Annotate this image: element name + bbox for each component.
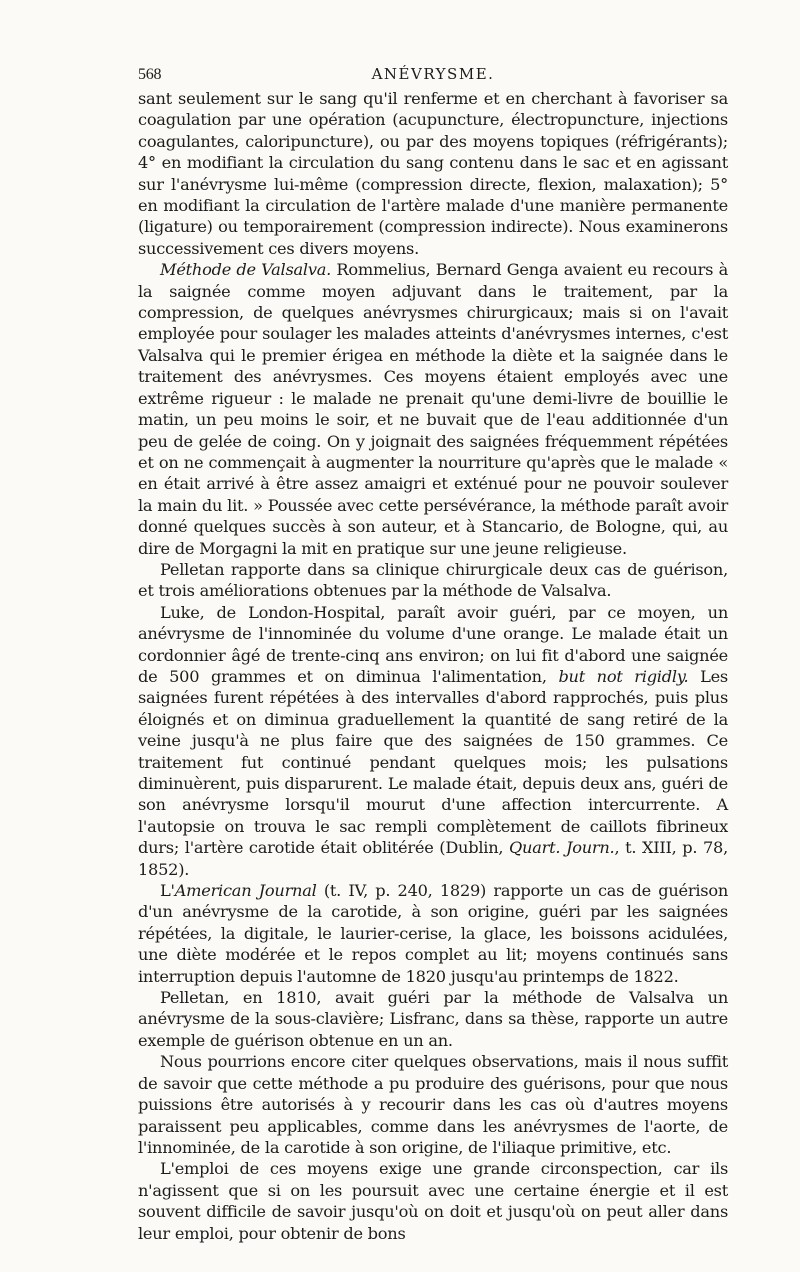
paragraph-text: L'emploi de ces moyens exige une grande circonspection, car ils n'agissent que si on les poursuit avec une certaine énergie et il est souvent difficile de savoir jusqu'où on doit et jusqu'où on peut aller dans leur emploi, pour obtenir de bons <box>138 1159 728 1243</box>
paragraph-text: Nous pourrions encore citer quelques observations, mais il nous suffit de savoir que cette méthode a pu produire des guérisons, pour que nous puissions être autorisés à y recourir dans les cas où d'autres moyens paraissent peu applicables, comme dans les anévrysmes de l'aorte, de l'innominée, de la carotide à son origine, de l'iliaque primitive, etc. <box>138 1052 728 1157</box>
italic-quote: but not rigidly. <box>558 666 689 686</box>
journal-title: Quart. Journ. <box>509 838 615 858</box>
paragraph-1 <box>138 88 728 259</box>
paragraph-2 <box>138 259 728 559</box>
paragraph-text: sant seulement sur le sang qu'il renferme et en cherchant à favoriser sa coagulation par une opération (acupuncture, électropuncture, injections coagulantes, caloripuncture), ou par des moyens topiques (réfrigérants); 4° en modifiant la circulation du sang contenu dans le sac et en agissant sur l'anévrysme lui-même (compression directe, flexion, malaxation); 5° en modifiant la circulation de l'artère malade d'une manière permanente (ligature) ou temporairement (compression indirecte). Nous examinerons successivement ces divers moyens. <box>138 89 728 258</box>
paragraph-text: (t. IV, p. 240, 1829) rapporte un cas de guérison d'un anévrysme de la carotide, à son origine, guéri par les saignées répétées, la digitale, le laurier-cerise, la glace, les boissons acidulées, une diète modérée et le repos complet au lit; moyens continués sans interruption depuis l'automne de 1820 jusqu'au printemps de 1822. <box>138 881 728 986</box>
page-number: 568 <box>138 66 162 83</box>
paragraph-text: Rommelius, Bernard Genga avaient eu recours à la saignée comme moyen adjuvant dans le traitement, par la compression, de quelques anévrysmes chirurgicaux; mais si on l'avait employée pour soulager les malades atteints d'anévrysmes internes, c'est Valsalva qui le premier érigea en méthode la diète et la saignée dans le traitement des anévrysmes. Ces moyens étaient employés avec une extrême rigueur : le malade ne prenait qu'une demi-livre de bouillie le matin, un peu moins le soir, et ne buvait que de l'eau additionnée d'un peu de gelée de coing. On y joignait des saignées fréquemment répétées et on ne commençait à augmenter la nourriture qu'après que le malade « en était arrivé à être assez amaigri et exténué pour ne pouvoir soulever la main du lit. » Poussée avec cette persévérance, la méthode paraît avoir donné quelques succès à son auteur, et à Stancario, de Bologne, qui, au dire de Morgagni la mit en pratique sur une jeune religieuse. <box>138 260 728 558</box>
paragraph-7 <box>138 1051 728 1158</box>
paragraph-text: Les saignées furent répétées à des intervalles d'abord rapprochés, puis plus éloignés et on diminua graduellement la quantité de sang retiré de la veine jusqu'à ne plus faire que des saignées de 150 grammes. Ce traitement fut continué pendant quelques mois; les pulsations diminuèrent, puis disparurent. Le malade était, depuis deux ans, guéri de son anévrysme lorsqu'il mourut d'une affection intercurrente. A l'autopsie on trouva le sac rempli complètement de caillots fibrineux durs; l'artère carotide était oblitérée (Dublin, <box>138 666 728 858</box>
section-heading-valsalva: Méthode de Valsalva. <box>160 260 332 280</box>
paragraph-text: , t. XIII, p. 78, 1852). <box>138 838 728 879</box>
paragraph-8 <box>138 1158 728 1244</box>
paragraph-text: Pelletan, en 1810, avait guéri par la méthode de Valsalva un anévrysme de la sous-clavière; Lisfranc, dans sa thèse, rapporte un autre exemple de guérison obtenue en un an. <box>138 988 728 1050</box>
paragraph-4 <box>138 602 728 880</box>
paragraph-text: L' <box>160 881 175 901</box>
paragraph-text: Pelletan rapporte dans sa clinique chirurgicale deux cas de guérison, et trois améliorations obtenues par la méthode de Valsalva. <box>138 559 728 601</box>
running-header <box>138 62 728 88</box>
journal-title: American Journal <box>174 881 317 901</box>
document-page <box>138 62 728 1244</box>
running-title: ANÉVRYSME. <box>371 65 495 83</box>
paragraph-6 <box>138 987 728 1051</box>
paragraph-text: Luke, de London-Hospital, paraît avoir guéri, par ce moyen, un anévrysme de l'innominée du volume d'une orange. Le malade était un cordonnier âgé de trente-cinq ans environ; on lui fit d'abord une saignée de 500 grammes et on diminua l'alimentation, <box>138 602 728 686</box>
paragraph-3 <box>138 559 728 602</box>
paragraph-5 <box>138 880 728 987</box>
